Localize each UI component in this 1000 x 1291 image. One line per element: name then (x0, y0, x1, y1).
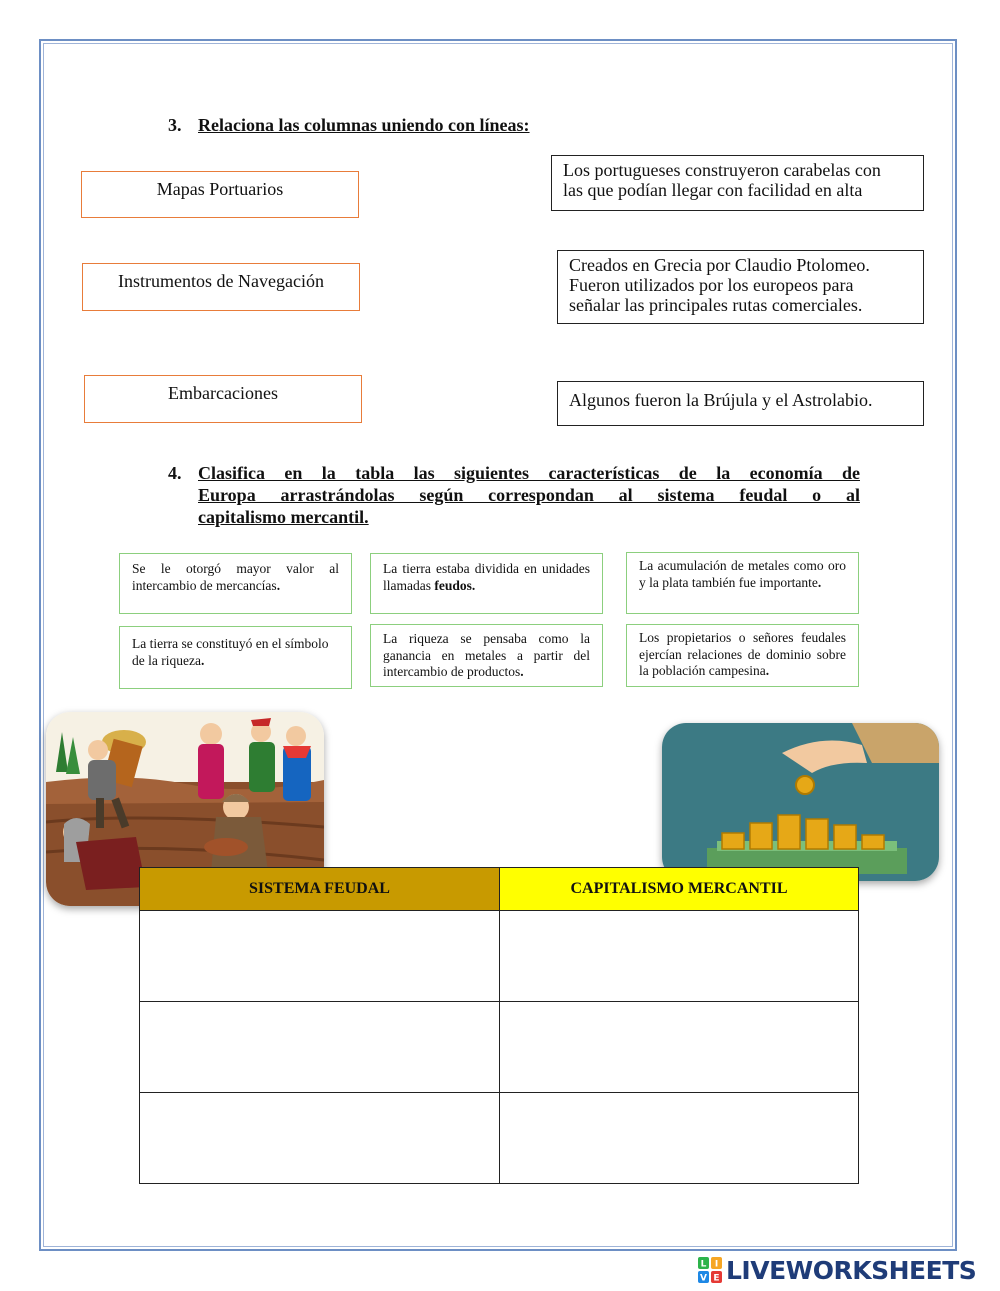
question-4-number: 4. (168, 463, 182, 483)
drop-zone-feudal[interactable] (140, 911, 500, 1002)
header-capitalismo-mercantil: CAPITALISMO MERCANTIL (500, 868, 859, 911)
drop-zone-capital[interactable] (500, 1002, 859, 1093)
right-item-line: Los portugueses construyeron carabelas con (563, 160, 881, 180)
card-text-bold: feudos (434, 577, 472, 593)
left-item-label: Instrumentos de Navegación (118, 271, 324, 291)
card-text-end: . (471, 577, 476, 593)
table-row (140, 1093, 859, 1184)
right-item-line: Fueron utilizados por los europeos para (569, 275, 854, 295)
left-item-mapas[interactable] (81, 171, 359, 218)
liveworksheets-logo (698, 1256, 976, 1284)
question-4-title-line: Clasifica en la tabla las siguientes características de la economía de (198, 463, 860, 483)
drag-card[interactable] (626, 552, 859, 614)
question-3-number: 3. (168, 115, 182, 135)
question-4-heading (168, 462, 860, 528)
logo-letter: V (700, 1273, 707, 1283)
left-item-instrumentos[interactable] (82, 263, 360, 311)
drop-zone-capital[interactable] (500, 911, 859, 1002)
question-4-title-line: Europa arrastrándolas según correspondan al sistema feudal o al (198, 485, 860, 505)
coins-image (662, 723, 939, 881)
logo-icon (698, 1257, 722, 1283)
right-item-line: Creados en Grecia por Claudio Ptolomeo. (569, 255, 870, 275)
card-text-end: . (276, 577, 281, 593)
card-text: La acumulación de metales como oro y la plata también fue importante (639, 558, 846, 590)
drag-card[interactable] (626, 624, 859, 687)
card-text: La riqueza se pensaba como la ganancia en metales a partir del intercambio de productos (383, 631, 590, 679)
right-item-ptolomeo[interactable] (557, 250, 924, 324)
drag-card[interactable] (370, 553, 603, 614)
drag-card[interactable] (370, 624, 603, 687)
drag-card[interactable] (119, 626, 352, 689)
classification-table (139, 867, 859, 1184)
right-item-line: las que podían llegar con facilidad en alta (563, 180, 863, 200)
card-text-end: . (817, 574, 822, 590)
card-text-end: . (765, 663, 770, 678)
card-text-end: . (200, 652, 205, 668)
drag-card[interactable] (119, 553, 352, 614)
left-item-label: Mapas Portuarios (156, 179, 284, 199)
question-4-title-line: capitalismo mercantil. (198, 507, 369, 527)
card-text: La tierra estaba dividida en unidades llamadas (383, 561, 590, 593)
drop-zone-feudal[interactable] (140, 1093, 500, 1184)
card-text: Los propietarios o señores feudales ejercían relaciones de dominio sobre la población campesina (639, 630, 846, 678)
logo-letter: L (700, 1259, 707, 1270)
logo-letter: E (713, 1273, 720, 1283)
question-3-title: Relaciona las columnas uniendo con líneas: (198, 115, 530, 135)
right-item-line: señalar las principales rutas comerciales. (569, 295, 863, 315)
drop-zone-feudal[interactable] (140, 1002, 500, 1093)
capitalism-illustration (662, 723, 939, 881)
table-header-row (140, 868, 859, 911)
card-text: Se le otorgó mayor valor al intercambio de mercancías (132, 561, 339, 593)
brand-name: LIVEWORKSHEETS (726, 1255, 977, 1285)
left-item-embarcaciones[interactable] (84, 375, 362, 423)
right-item-carabelas[interactable] (551, 155, 924, 211)
left-item-label: Embarcaciones (168, 383, 278, 403)
table-row (140, 1002, 859, 1093)
right-item-line: Algunos fueron la Brújula y el Astrolabio. (569, 390, 873, 410)
drop-zone-capital[interactable] (500, 1093, 859, 1184)
question-3-heading (168, 115, 868, 139)
card-text: La tierra se constituyó en el símbolo de la riqueza (132, 636, 329, 668)
card-text-end: . (520, 664, 524, 679)
header-sistema-feudal: SISTEMA FEUDAL (140, 868, 500, 911)
table-row (140, 911, 859, 1002)
logo-letter: I (714, 1259, 719, 1270)
right-item-brujula[interactable] (557, 381, 924, 426)
